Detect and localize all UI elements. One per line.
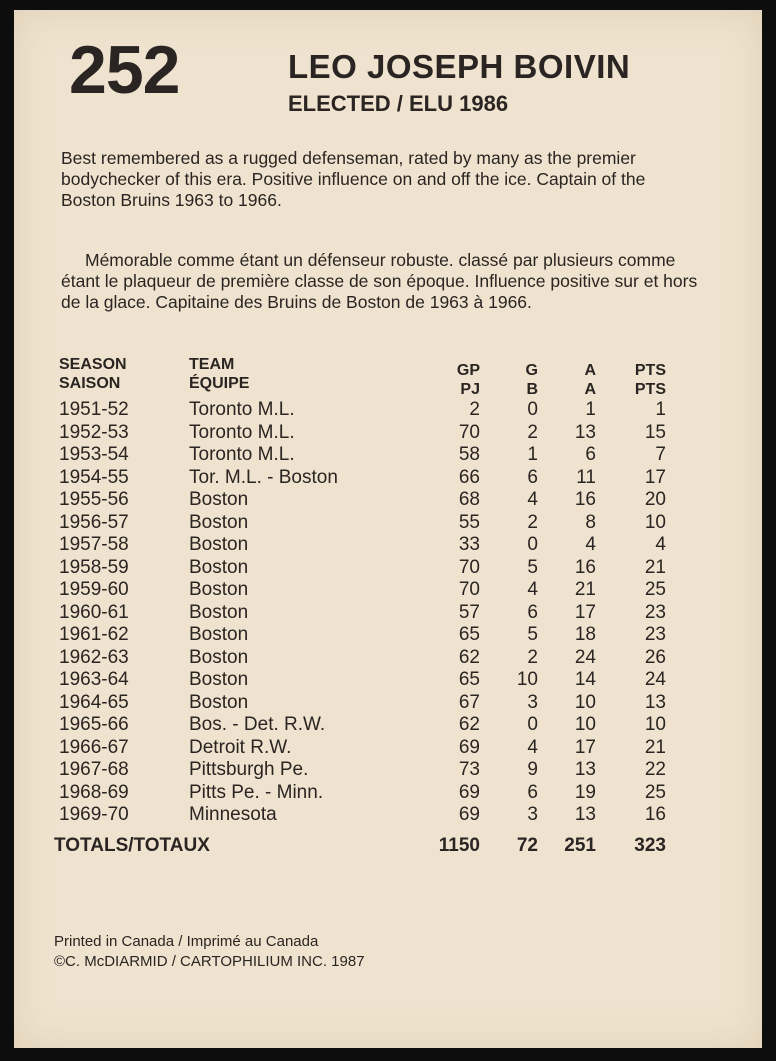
table-row: 1957-58 Boston 33 0 4 4 [59, 534, 666, 555]
bio-french: Mémorable comme étant un défenseur robuste. classé par plusieurs comme étant le plaqueur de première classe de son époque. Influence positive sur et hors de la glace. Capitaine des Bruins de Boston de 1963 à 1966. [61, 250, 698, 312]
stats-table [14, 10, 762, 1048]
table-row: 1958-59 Boston 70 5 16 21 [59, 556, 666, 578]
table-row: 1951-52 Toronto M.L. 2 0 1 1 [59, 399, 666, 420]
table-row: 1960-61 Boston 57 6 17 23 [59, 601, 666, 623]
table-row: 1964-65 Boston 67 3 10 13 [59, 691, 666, 713]
table-row: 1954-55 Tor. M.L. - Boston 66 6 11 17 [59, 466, 666, 488]
table-row: 1969-70 Minnesota 69 3 13 16 [59, 804, 666, 825]
printed-in-canada: Printed in Canada / Imprimé au Canada [54, 933, 319, 950]
table-row: 1966-67 Detroit R.W. 69 4 17 21 [59, 736, 666, 758]
copyright: ©C. McDIARMID / CARTOPHILIUM INC. 1987 [54, 953, 365, 970]
totals-label: TOTALS/TOTAUX [54, 835, 210, 856]
totals-a: 251 [564, 835, 596, 856]
table-row: 1952-53 Toronto M.L. 70 2 13 15 [59, 421, 666, 443]
totals-gp: 1150 [438, 835, 480, 856]
card-back [14, 10, 762, 1048]
table-row: 1959-60 Boston 70 4 21 25 [59, 579, 666, 600]
table-row: 1967-68 Pittsburgh Pe. 73 9 13 22 [59, 759, 666, 780]
totals-pts: 323 [634, 835, 666, 856]
bio-english: Best remembered as a rugged defenseman, rated by many as the premier bodychecker of this era. Positive influence on and off the ice. Captain of the Boston Bruins 1963 to 1966. [61, 148, 646, 210]
table-row: 1965-66 Bos. - Det. R.W. 62 0 10 10 [59, 714, 666, 735]
header-a: A A [584, 362, 596, 398]
table-row: 1961-62 Boston 65 5 18 23 [59, 624, 666, 645]
header-pts: PTS PTS [634, 362, 666, 398]
header-gp: GP PJ [456, 362, 480, 398]
header-g: G B [525, 362, 538, 398]
header-team: TEAM ÉQUIPE [189, 356, 250, 392]
table-row: 1953-54 Toronto M.L. 58 1 6 7 [59, 444, 666, 465]
totals-row [14, 835, 762, 857]
elected-year: ELECTED / ELU 1986 [288, 91, 509, 116]
table-row: 1955-56 Boston 68 4 16 20 [59, 489, 666, 510]
table-row: 1963-64 Boston 65 10 14 24 [59, 669, 666, 690]
totals-g: 72 [516, 835, 538, 856]
table-row: 1956-57 Boston 55 2 8 10 [59, 511, 666, 533]
player-name: LEO JOSEPH BOIVIN [288, 48, 631, 85]
card-number: 252 [69, 32, 180, 108]
header-season: SEASON SAISON [59, 356, 127, 392]
table-row: 1968-69 Pitts Pe. - Minn. 69 6 19 25 [59, 781, 666, 803]
table-row: 1962-63 Boston 62 2 24 26 [59, 646, 666, 668]
